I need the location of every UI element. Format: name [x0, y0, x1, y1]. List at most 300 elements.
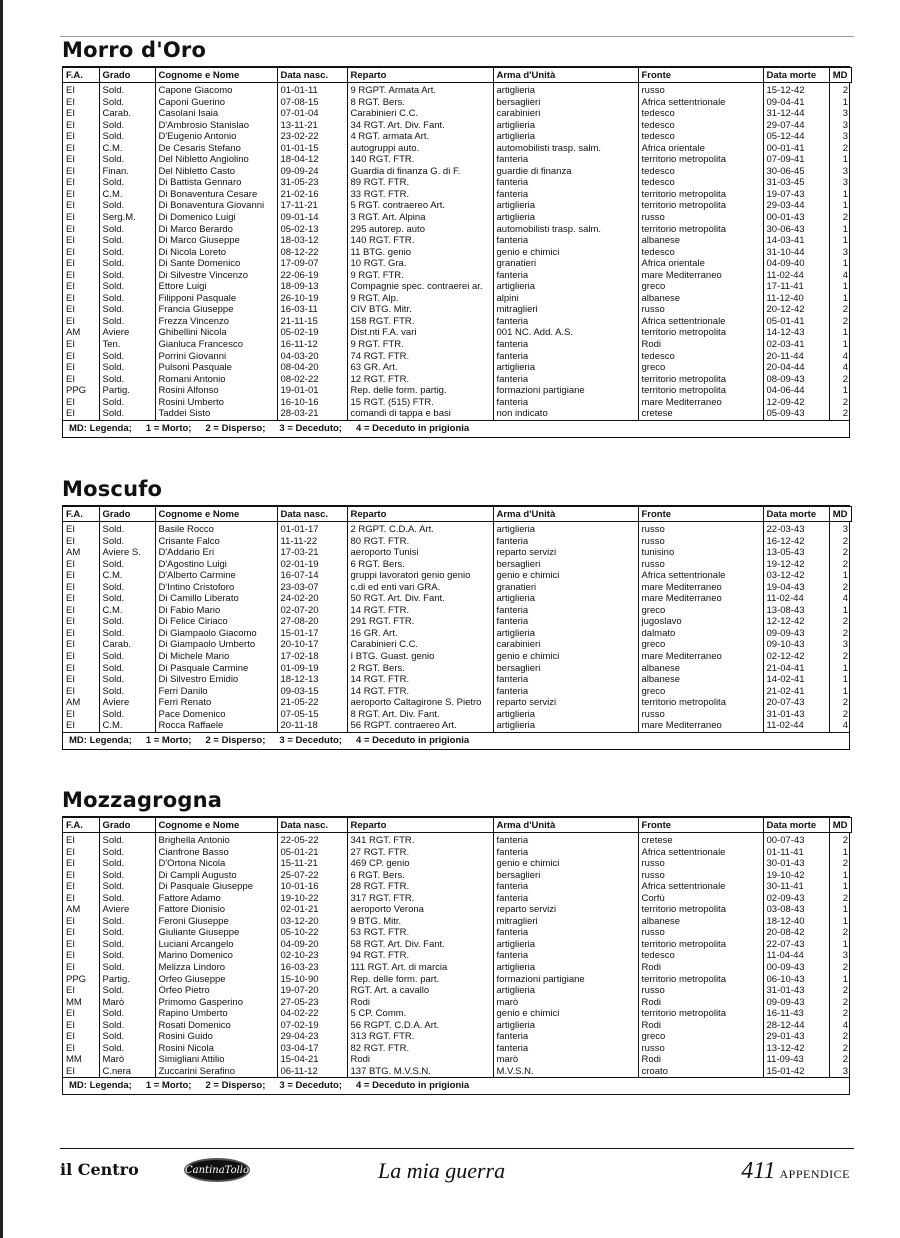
table-header-row	[63, 818, 851, 833]
cell-reparto: 56 RGPT. C.D.A. Art.	[347, 1020, 493, 1032]
cell-data-nasc: 04-02-22	[277, 1008, 347, 1020]
cell-reparto: 14 RGT. FTR.	[347, 674, 493, 686]
cell-grado: Sold.	[99, 628, 155, 640]
newspaper-name: il Centro	[60, 1160, 139, 1179]
cell-fronte: greco	[638, 1031, 763, 1043]
casualty-table	[63, 67, 852, 420]
cell-arma: artiglieria	[493, 720, 638, 732]
cell-reparto: I BTG. Guast. genio	[347, 651, 493, 663]
cell-data-nasc: 08-04-20	[277, 362, 347, 374]
table-row	[63, 881, 851, 893]
cell-data-morte: 31-03-45	[763, 177, 829, 189]
cell-fronte: tedesco	[638, 120, 763, 132]
cell-nome: Di Silvestre Vincenzo	[155, 270, 277, 282]
cell-fronte: Africa settentrionale	[638, 881, 763, 893]
table-row	[63, 939, 851, 951]
cell-data-morte: 04-06-44	[763, 385, 829, 397]
cell-grado: Sold.	[99, 281, 155, 293]
cell-data-nasc: 04-03-20	[277, 351, 347, 363]
cell-md: 2	[829, 83, 851, 97]
cell-md: 2	[829, 927, 851, 939]
cell-data-nasc: 26-10-19	[277, 293, 347, 305]
cell-data-morte: 22-07-43	[763, 939, 829, 951]
cell-fronte: mare Mediterraneo	[638, 270, 763, 282]
cell-grado: Marò	[99, 1054, 155, 1066]
cell-fronte: russo	[638, 985, 763, 997]
cell-reparto: comandi di tappa e basi	[347, 408, 493, 420]
cell-fa: EI	[66, 362, 75, 374]
cell-fa: EI	[66, 1019, 75, 1031]
cell-arma: fanteria	[493, 536, 638, 548]
cell-reparto: aeroporto Verona	[347, 904, 493, 916]
cell-fa: MM	[66, 996, 82, 1008]
cell-data-nasc: 07-01-04	[277, 108, 347, 120]
cell-reparto: c.di ed enti vari GRA.	[347, 582, 493, 594]
cell-md: 1	[829, 939, 851, 951]
cell-arma: formazioni partigiane	[493, 974, 638, 986]
cell-reparto: 14 RGT. FTR.	[347, 686, 493, 698]
casualty-table	[63, 817, 852, 1077]
cell-fronte: tedesco	[638, 950, 763, 962]
cell-nome: D'Eugenio Antonio	[155, 131, 277, 143]
cell-data-nasc: 17-09-07	[277, 258, 347, 270]
table-row	[63, 1066, 851, 1078]
cell-data-morte: 00-09-43	[763, 962, 829, 974]
cell-nome: Di Nicola Loreto	[155, 247, 277, 259]
cell-grado: Sold.	[99, 362, 155, 374]
column-header-grado: Grado	[99, 507, 155, 522]
cell-arma: artiglieria	[493, 593, 638, 605]
cell-arma: marò	[493, 997, 638, 1009]
cell-md: 2	[829, 547, 851, 559]
cell-data-nasc: 19-01-01	[277, 385, 347, 397]
table-row	[63, 697, 851, 709]
table-header-row	[63, 68, 851, 83]
column-header-fronte: Fronte	[638, 68, 763, 83]
cell-data-nasc: 16-07-14	[277, 570, 347, 582]
cell-fa: EI	[66, 708, 75, 720]
cell-nome: Di Domenico Luigi	[155, 212, 277, 224]
cell-data-morte: 09-04-41	[763, 97, 829, 109]
cell-md: 3	[829, 950, 851, 962]
cell-nome: Francia Giuseppe	[155, 304, 277, 316]
cell-data-nasc: 04-09-20	[277, 939, 347, 951]
cell-fronte: territorio metropolita	[638, 974, 763, 986]
cell-data-morte: 09-10-43	[763, 639, 829, 651]
page-footer	[60, 1158, 854, 1186]
cell-data-morte: 31-01-43	[763, 709, 829, 721]
cell-data-nasc: 18-03-12	[277, 235, 347, 247]
cell-data-nasc: 20-10-17	[277, 639, 347, 651]
cell-data-nasc: 16-10-16	[277, 397, 347, 409]
cell-reparto: 6 RGT. Bers.	[347, 870, 493, 882]
cell-reparto: Carabinieri C.C.	[347, 108, 493, 120]
column-header-data-morte: Data morte	[763, 68, 829, 83]
cell-fronte: tedesco	[638, 351, 763, 363]
table-row	[63, 997, 851, 1009]
cell-data-nasc: 16-11-12	[277, 339, 347, 351]
cell-grado: Sold.	[99, 224, 155, 236]
cell-data-morte: 30-06-43	[763, 224, 829, 236]
cell-fronte: territorio metropolita	[638, 154, 763, 166]
cell-grado: Sold.	[99, 1020, 155, 1032]
cell-fronte: greco	[638, 639, 763, 651]
cell-data-morte: 15-12-42	[763, 83, 829, 97]
table-row	[63, 212, 851, 224]
cell-reparto: 12 RGT. FTR.	[347, 374, 493, 386]
cell-data-morte: 02-12-42	[763, 651, 829, 663]
cell-arma: genio e chimici	[493, 247, 638, 259]
legend-item: 3 = Deceduto;	[279, 422, 342, 434]
cell-fa: EI	[66, 165, 75, 177]
cell-nome: Di Sante Domenico	[155, 258, 277, 270]
cell-fronte: albanese	[638, 235, 763, 247]
cell-md: 3	[829, 131, 851, 143]
table-row	[63, 593, 851, 605]
cell-nome: Fattore Adamo	[155, 893, 277, 905]
column-header-fa: F.A.	[63, 818, 99, 833]
cell-grado: Sold.	[99, 316, 155, 328]
column-header-data-morte: Data morte	[763, 818, 829, 833]
cell-reparto: 2 RGT. Bers.	[347, 663, 493, 675]
cell-grado: Sold.	[99, 293, 155, 305]
cell-data-nasc: 17-03-21	[277, 547, 347, 559]
cell-md: 1	[829, 916, 851, 928]
cell-fa: EI	[66, 408, 75, 420]
cell-grado: Sold.	[99, 916, 155, 928]
cell-reparto: 8 RGT. Art. Div. Fant.	[347, 709, 493, 721]
cell-data-morte: 28-12-44	[763, 1020, 829, 1032]
legend-item: 2 = Disperso;	[205, 422, 266, 434]
cell-data-morte: 13-05-43	[763, 547, 829, 559]
cell-arma: artiglieria	[493, 362, 638, 374]
cell-fronte: Africa settentrionale	[638, 316, 763, 328]
cell-data-morte: 17-11-41	[763, 281, 829, 293]
cell-fa: EI	[66, 720, 75, 732]
cell-arma: artiglieria	[493, 200, 638, 212]
cell-data-morte: 20-12-42	[763, 304, 829, 316]
cell-fa: EI	[66, 524, 75, 535]
cell-fa: EI	[66, 269, 75, 281]
section-moscufo	[62, 477, 850, 750]
cell-nome: Ghibellini Nicola	[155, 327, 277, 339]
table-row	[63, 397, 851, 409]
cell-fronte: mare Mediterraneo	[638, 582, 763, 594]
cell-nome: Primomo Gasperino	[155, 997, 277, 1009]
cell-md: 1	[829, 97, 851, 109]
table-row	[63, 522, 851, 536]
cell-data-nasc: 01-01-15	[277, 143, 347, 155]
cell-fronte: jugoslavo	[638, 616, 763, 628]
cell-md: 1	[829, 686, 851, 698]
cell-arma: bersaglieri	[493, 97, 638, 109]
table-row	[63, 616, 851, 628]
cell-md: 1	[829, 293, 851, 305]
cell-reparto: 80 RGT. FTR.	[347, 536, 493, 548]
cell-data-morte: 14-12-43	[763, 327, 829, 339]
cell-nome: Di Pasquale Carmine	[155, 663, 277, 675]
cell-data-morte: 03-12-42	[763, 570, 829, 582]
cell-fa: EI	[66, 869, 75, 881]
cell-grado: Aviere S.	[99, 547, 155, 559]
cell-data-nasc: 19-07-20	[277, 985, 347, 997]
cell-arma: fanteria	[493, 950, 638, 962]
cell-fa: EI	[66, 223, 75, 235]
table-row	[63, 1008, 851, 1020]
cell-reparto: autogruppi auto.	[347, 143, 493, 155]
cell-fa: EI	[66, 119, 75, 131]
casualty-table	[63, 506, 852, 732]
cell-fa: MM	[66, 1054, 82, 1066]
cell-fronte: territorio metropolita	[638, 200, 763, 212]
table-row	[63, 985, 851, 997]
cell-data-morte: 05-09-43	[763, 408, 829, 420]
cell-reparto: 5 RGT. contraereo Art.	[347, 200, 493, 212]
cell-data-morte: 14-03-41	[763, 235, 829, 247]
cell-nome: Simigliani Attilio	[155, 1054, 277, 1066]
cell-data-morte: 29-03-44	[763, 200, 829, 212]
cell-fronte: tedesco	[638, 108, 763, 120]
column-header-fronte: Fronte	[638, 507, 763, 522]
cell-data-morte: 19-07-43	[763, 189, 829, 201]
table-row	[63, 200, 851, 212]
cell-fronte: russo	[638, 927, 763, 939]
cell-reparto: 58 RGT. Art. Div. Fant.	[347, 939, 493, 951]
cell-reparto: 34 RGT. Art. Div. Fant.	[347, 120, 493, 132]
cell-fronte: russo	[638, 1043, 763, 1055]
table-row	[63, 293, 851, 305]
casualty-table-box	[62, 816, 850, 1095]
cell-fronte: territorio metropolita	[638, 374, 763, 386]
cell-data-nasc: 23-02-22	[277, 131, 347, 143]
cell-data-morte: 31-12-44	[763, 108, 829, 120]
cell-data-nasc: 13-11-21	[277, 120, 347, 132]
cell-grado: Sold.	[99, 1031, 155, 1043]
table-row	[63, 847, 851, 859]
cell-reparto: 11 BTG. genio	[347, 247, 493, 259]
cell-md: 1	[829, 189, 851, 201]
cell-fa: EI	[66, 674, 75, 686]
table-row	[63, 570, 851, 582]
cell-nome: Di Marco Berardo	[155, 224, 277, 236]
cell-arma: mitraglieri	[493, 916, 638, 928]
cell-arma: reparto servizi	[493, 697, 638, 709]
cell-data-nasc: 09-01-14	[277, 212, 347, 224]
cell-data-morte: 04-09-40	[763, 258, 829, 270]
cell-fa: EI	[66, 246, 75, 258]
cell-reparto: 341 RGT. FTR.	[347, 833, 493, 847]
cell-arma: artiglieria	[493, 83, 638, 97]
cell-fa: EI	[66, 315, 75, 327]
cell-arma: fanteria	[493, 351, 638, 363]
table-header-row	[63, 507, 851, 522]
column-header-grado: Grado	[99, 68, 155, 83]
legend-item: 2 = Disperso;	[205, 1080, 266, 1092]
cell-data-morte: 07-09-41	[763, 154, 829, 166]
cell-grado: Serg.M.	[99, 212, 155, 224]
cell-arma: non indicato	[493, 408, 638, 420]
cell-arma: fanteria	[493, 893, 638, 905]
cell-data-morte: 30-01-43	[763, 858, 829, 870]
cell-nome: Cianfrone Basso	[155, 847, 277, 859]
cell-md: 3	[829, 108, 851, 120]
cell-fronte: tunisino	[638, 547, 763, 559]
cell-grado: Sold.	[99, 858, 155, 870]
cell-data-nasc: 15-01-17	[277, 628, 347, 640]
cell-data-nasc: 23-03-07	[277, 582, 347, 594]
cell-nome: Taddei Sisto	[155, 408, 277, 420]
cell-data-nasc: 09-03-15	[277, 686, 347, 698]
cell-nome: Di Felice Ciriaco	[155, 616, 277, 628]
cell-reparto: 74 RGT. FTR.	[347, 351, 493, 363]
cell-arma: artiglieria	[493, 212, 638, 224]
cell-data-nasc: 02-01-21	[277, 904, 347, 916]
cell-reparto: aeroporto Tunisi	[347, 547, 493, 559]
cell-nome: Ferri Danilo	[155, 686, 277, 698]
cell-reparto: 53 RGT. FTR.	[347, 927, 493, 939]
cell-fronte: mare Mediterraneo	[638, 593, 763, 605]
cell-grado: Aviere	[99, 327, 155, 339]
legend-item: MD: Legenda;	[69, 1080, 132, 1092]
cell-nome: Di Bonaventura Giovanni	[155, 200, 277, 212]
cell-md: 1	[829, 870, 851, 882]
table-row	[63, 974, 851, 986]
cell-reparto: 9 RGT. FTR.	[347, 339, 493, 351]
cell-fa: EI	[66, 558, 75, 570]
cell-fa: EI	[66, 396, 75, 408]
cell-fa: EI	[66, 339, 75, 351]
cell-md: 2	[829, 316, 851, 328]
cell-arma: M.V.S.N.	[493, 1066, 638, 1078]
cell-grado: Sold.	[99, 536, 155, 548]
cell-data-nasc: 21-05-22	[277, 697, 347, 709]
cell-fa: EI	[66, 142, 75, 154]
cell-nome: Rosini Umberto	[155, 397, 277, 409]
cell-data-morte: 13-12-42	[763, 1043, 829, 1055]
cell-nome: Ettore Luigi	[155, 281, 277, 293]
cell-grado: C.M.	[99, 605, 155, 617]
cell-data-morte: 29-01-43	[763, 1031, 829, 1043]
cell-data-nasc: 15-11-21	[277, 858, 347, 870]
cell-md: 2	[829, 536, 851, 548]
cell-fa: EI	[66, 846, 75, 858]
legend-item: 1 = Morto;	[145, 734, 192, 746]
cell-nome: Crisante Falco	[155, 536, 277, 548]
cell-nome: Di Pasquale Giuseppe	[155, 881, 277, 893]
cell-fa: EI	[66, 927, 75, 939]
column-header-nome: Cognome e Nome	[155, 507, 277, 522]
cell-grado: Sold.	[99, 559, 155, 571]
cell-fa: EI	[66, 662, 75, 674]
cell-data-morte: 11-04-44	[763, 950, 829, 962]
cell-fronte: territorio metropolita	[638, 697, 763, 709]
cell-grado: Sold.	[99, 893, 155, 905]
table-row	[63, 362, 851, 374]
cell-reparto: gruppi lavoratori genio genio	[347, 570, 493, 582]
cell-grado: Aviere	[99, 697, 155, 709]
cell-reparto: 94 RGT. FTR.	[347, 950, 493, 962]
cell-data-morte: 01-11-41	[763, 847, 829, 859]
cell-fa: EI	[66, 131, 75, 143]
cell-data-nasc: 08-02-22	[277, 374, 347, 386]
cell-reparto: Compagnie spec. contraerei ar.	[347, 281, 493, 293]
cell-grado: Sold.	[99, 120, 155, 132]
cell-grado: Sold.	[99, 247, 155, 259]
legend-item: 4 = Deceduto in prigionia	[355, 1080, 470, 1092]
cell-data-morte: 20-08-42	[763, 927, 829, 939]
cell-fronte: territorio metropolita	[638, 189, 763, 201]
cell-arma: fanteria	[493, 235, 638, 247]
cell-fa: AM	[66, 327, 81, 339]
top-rule	[60, 36, 854, 37]
table-row	[63, 154, 851, 166]
cell-arma: fanteria	[493, 1031, 638, 1043]
column-header-md: MD	[829, 818, 851, 833]
cell-reparto: RGT. Art. a cavallo	[347, 985, 493, 997]
cell-fronte: Rodi	[638, 1054, 763, 1066]
cell-fa: EI	[66, 281, 75, 293]
cell-fronte: tedesco	[638, 247, 763, 259]
table-row	[63, 351, 851, 363]
cell-nome: Gianluca Francesco	[155, 339, 277, 351]
cell-nome: Di Marco Giuseppe	[155, 235, 277, 247]
cell-grado: Sold.	[99, 304, 155, 316]
table-row	[63, 605, 851, 617]
cell-fronte: greco	[638, 686, 763, 698]
cell-md: 2	[829, 1008, 851, 1020]
cell-reparto: 10 RGT. Gra.	[347, 258, 493, 270]
cell-reparto: 9 RGPT. Armata Art.	[347, 83, 493, 97]
cell-grado: Sold.	[99, 374, 155, 386]
cell-md: 1	[829, 674, 851, 686]
cell-md: 4	[829, 720, 851, 732]
cell-fronte: greco	[638, 281, 763, 293]
cell-md: 1	[829, 281, 851, 293]
cell-data-morte: 03-08-43	[763, 904, 829, 916]
table-row	[63, 385, 851, 397]
cell-arma: artiglieria	[493, 131, 638, 143]
cell-data-nasc: 01-01-11	[277, 83, 347, 97]
cell-md: 2	[829, 408, 851, 420]
cell-md: 4	[829, 362, 851, 374]
cell-reparto: 111 RGT. Art. di marcia	[347, 962, 493, 974]
cell-fa: EI	[66, 1065, 75, 1077]
cell-data-nasc: 02-01-19	[277, 559, 347, 571]
cell-data-morte: 09-09-43	[763, 628, 829, 640]
cell-fa: EI	[66, 108, 75, 120]
cell-grado: C.M.	[99, 720, 155, 732]
table-row	[63, 870, 851, 882]
page-number-block	[741, 1158, 850, 1185]
cell-md: 2	[829, 559, 851, 571]
cell-md: 3	[829, 247, 851, 259]
cell-fronte: Rodi	[638, 1020, 763, 1032]
column-header-arma: Arma d'Unità	[493, 68, 638, 83]
cell-nome: Ferri Renato	[155, 697, 277, 709]
cell-data-morte: 19-12-42	[763, 559, 829, 571]
cell-nome: De Cesaris Stefano	[155, 143, 277, 155]
cell-data-morte: 22-03-43	[763, 522, 829, 536]
column-header-grado: Grado	[99, 818, 155, 833]
cell-fronte: territorio metropolita	[638, 904, 763, 916]
cell-nome: Luciani Arcangelo	[155, 939, 277, 951]
casualty-table-box	[62, 505, 850, 750]
cell-nome: Rocca Raffaele	[155, 720, 277, 732]
cell-nome: Fattore Dionisio	[155, 904, 277, 916]
cell-reparto: 89 RGT. FTR.	[347, 177, 493, 189]
cell-data-morte: 15-01-42	[763, 1066, 829, 1078]
cell-nome: Di Bonaventura Cesare	[155, 189, 277, 201]
